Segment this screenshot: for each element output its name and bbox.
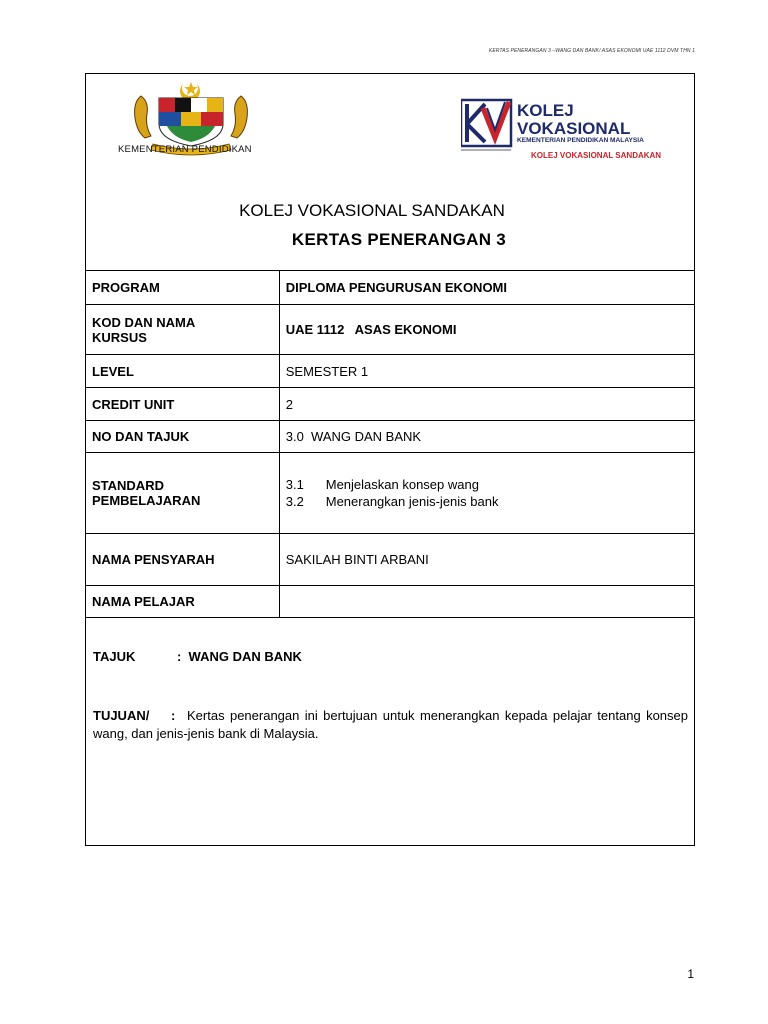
table-row-credit: [86, 388, 695, 421]
tajuk-line: [93, 649, 302, 664]
running-header: KERTAS PENERANGAN 3 –WANG DAN BANK/ ASAS EKONOMI UAE 1112 DVM THN 1: [488, 48, 695, 54]
table-row-standard: [86, 453, 695, 534]
standard-label-line1: STANDARD: [92, 478, 164, 493]
standard-label: [86, 453, 280, 534]
credit-label: CREDIT UNIT: [86, 388, 280, 421]
table-row-student: [86, 586, 695, 618]
table-row-level: [86, 355, 695, 388]
ministry-name: KEMENTERIAN PENDIDIKAN: [118, 144, 252, 155]
cover-frame: [85, 73, 695, 846]
tujuan-text: Kertas penerangan ini bertujuan untuk menerangkan kepada pelajar tentang konsep wang, dan jenis-jenis bank di Malaysia.: [93, 708, 688, 741]
standard-text: Menjelaskan konsep wang: [325, 477, 479, 492]
program-value: DIPLOMA PENGURUSAN EKONOMI: [279, 271, 694, 305]
kv-line4: KOLEJ VOKASIONAL SANDAKAN: [531, 151, 662, 160]
kv-line3: KEMENTERIAN PENDIDIKAN MALAYSIA: [517, 137, 644, 144]
page-number: 1: [687, 967, 694, 981]
standard-item: [286, 493, 688, 510]
table-row-course: [86, 305, 695, 355]
student-value: [279, 586, 694, 618]
kv-line2: VOKASIONAL: [517, 119, 631, 138]
course-value: UAE 1112 ASAS EKONOMI: [279, 305, 694, 355]
ministry-crest-logo: [91, 78, 291, 178]
course-label-line1: KOD DAN NAMA: [92, 314, 196, 330]
standard-text: Menerangkan jenis-jenis bank: [325, 494, 499, 509]
level-value: SEMESTER 1: [279, 355, 694, 388]
course-label-line2: KURSUS: [92, 329, 147, 345]
course-label: [86, 305, 280, 355]
tujuan-colon: :: [171, 708, 176, 723]
tajuk-value: : WANG DAN BANK: [177, 649, 302, 664]
college-name-title: KOLEJ VOKASIONAL SANDAKAN: [239, 201, 505, 220]
lecturer-label: NAMA PENSYARAH: [86, 534, 280, 586]
table-row-topic: [86, 421, 695, 453]
document-title: KERTAS PENERANGAN 3: [291, 230, 507, 249]
kv-line1: KOLEJ: [517, 101, 574, 120]
credit-value: 2: [279, 388, 694, 421]
kolej-vokasional-logo: [461, 98, 676, 168]
student-label: NAMA PELAJAR: [86, 586, 280, 618]
standard-label-line2: PEMBELAJARAN: [92, 493, 201, 508]
standard-number: 3.1: [285, 477, 304, 492]
tujuan-label: [93, 707, 187, 725]
table-row-lecturer: [86, 534, 695, 586]
level-label: LEVEL: [86, 355, 280, 388]
standard-number: 3.2: [285, 494, 304, 509]
logo-area: [86, 74, 694, 270]
standard-item: [286, 476, 688, 493]
course-info-table: [85, 270, 695, 618]
tujuan-paragraph: [93, 707, 688, 743]
topic-value: 3.0 WANG DAN BANK: [279, 421, 694, 453]
program-label: PROGRAM: [86, 271, 280, 305]
standard-value: [279, 453, 694, 534]
lecturer-value: SAKILAH BINTI ARBANI: [279, 534, 694, 586]
tajuk-label: TAJUK: [93, 649, 136, 664]
topic-label: NO DAN TAJUK: [86, 421, 280, 453]
tujuan-label-text: TUJUAN/: [93, 708, 150, 723]
table-row-program: [86, 271, 695, 305]
